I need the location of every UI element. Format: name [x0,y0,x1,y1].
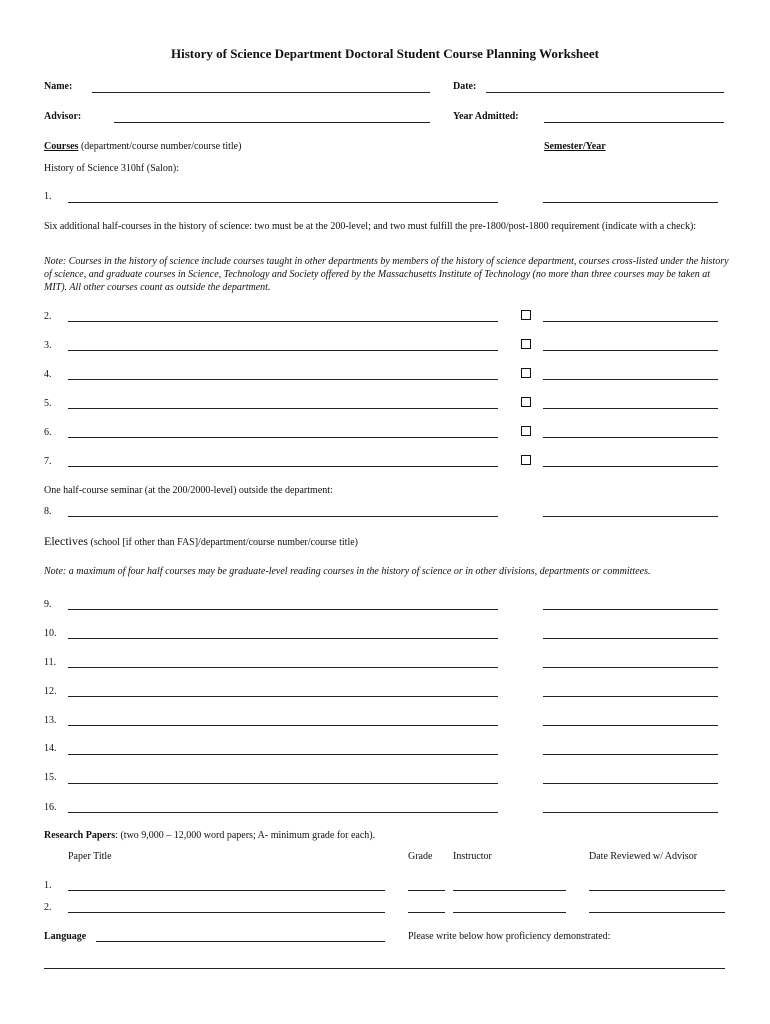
course-field-6[interactable] [68,437,498,438]
requirement-checkbox-2[interactable] [521,310,531,320]
electives-label-rest: (school [if other than FAS]/department/course number/course title) [87,537,358,548]
paper-date-field-1[interactable] [589,890,725,891]
grade-header: Grade [408,851,433,862]
row-number: 2. [44,311,52,322]
paper-instructor-field-2[interactable] [453,912,566,913]
elective-semester-12[interactable] [543,696,718,697]
semester-field-7[interactable] [543,466,718,467]
elective-semester-16[interactable] [543,812,718,813]
semester-field-3[interactable] [543,350,718,351]
row-number: 8. [44,506,52,517]
elective-field-13[interactable] [68,725,498,726]
semester-year-heading: Semester/Year [544,141,606,152]
paper-grade-field-1[interactable] [408,890,445,891]
requirement-checkbox-3[interactable] [521,339,531,349]
seminar-text: One half-course seminar (at the 200/2000-level) outside the department: [44,485,333,496]
advisor-label: Advisor: [44,111,82,122]
row-number: 1. [44,880,52,891]
course-field-2[interactable] [68,321,498,322]
row-number: 9. [44,599,52,610]
row-number: 1. [44,191,52,202]
requirement-checkbox-5[interactable] [521,397,531,407]
salon-text: History of Science 310hf (Salon): [44,163,179,174]
row-number: 3. [44,340,52,351]
semester-field-1[interactable] [543,202,718,203]
elective-semester-10[interactable] [543,638,718,639]
courses-heading [44,141,241,152]
electives-heading [44,534,358,549]
courses-label: Courses [44,141,79,152]
elective-field-16[interactable] [68,812,498,813]
course-field-3[interactable] [68,350,498,351]
electives-note: Note: a maximum of four half courses may be graduate-level reading courses in the history of science or in other divisions, departments or committees. [44,566,651,577]
row-number: 11. [44,657,57,668]
row-number: 5. [44,398,52,409]
row-number: 6. [44,427,52,438]
paper-title-field-1[interactable] [68,890,385,891]
semester-field-4[interactable] [543,379,718,380]
research-label-rest: : (two 9,000 – 12,000 word papers; A- minimum grade for each). [115,830,376,841]
language-label: Language [44,931,87,942]
six-courses-text: Six additional half-courses in the history of science: two must be at the 200-level; and two must fulfill the pre-1800/post-1800 requirement (indicate with a check): [44,221,697,232]
date-field[interactable] [486,92,724,93]
date-label: Date: [453,81,477,92]
requirement-checkbox-6[interactable] [521,426,531,436]
course-field-7[interactable] [68,466,498,467]
paper-instructor-field-1[interactable] [453,890,566,891]
semester-field-8[interactable] [543,516,718,517]
semester-field-2[interactable] [543,321,718,322]
row-number: 2. [44,902,52,913]
paper-title-header: Paper Title [68,851,112,862]
instructor-header: Instructor [453,851,492,862]
elective-semester-15[interactable] [543,783,718,784]
row-number: 13. [44,715,57,726]
elective-field-14[interactable] [68,754,498,755]
row-number: 12. [44,686,57,697]
elective-field-12[interactable] [68,696,498,697]
requirement-checkbox-7[interactable] [521,455,531,465]
semester-field-6[interactable] [543,437,718,438]
row-number: 15. [44,772,57,783]
semester-field-5[interactable] [543,408,718,409]
paper-title-field-2[interactable] [68,912,385,913]
advisor-field[interactable] [114,122,430,123]
elective-field-10[interactable] [68,638,498,639]
requirement-checkbox-4[interactable] [521,368,531,378]
row-number: 14. [44,743,57,754]
language-field[interactable] [96,941,385,942]
courses-note: Note: Courses in the history of science include courses taught in other departments by members of the history of science department, courses cross-listed under the history of science, and graduate courses in Science, Technology and Society offered by the Massachusetts Institute of Technology (no more than three courses may be taken at MIT). All other courses count as outside the department. [44,256,729,293]
research-heading [44,830,375,841]
elective-semester-9[interactable] [543,609,718,610]
elective-semester-14[interactable] [543,754,718,755]
row-number: 7. [44,456,52,467]
course-field-4[interactable] [68,379,498,380]
name-field[interactable] [92,92,430,93]
proficiency-text: Please write below how proficiency demonstrated: [408,931,611,942]
electives-label: Electives [44,534,88,548]
year-admitted-field[interactable] [544,122,724,123]
course-field-8[interactable] [68,516,498,517]
paper-grade-field-2[interactable] [408,912,445,913]
elective-semester-13[interactable] [543,725,718,726]
course-field-1[interactable] [68,202,498,203]
row-number: 4. [44,369,52,380]
course-field-5[interactable] [68,408,498,409]
date-reviewed-header: Date Reviewed w/ Advisor [589,851,698,862]
elective-semester-11[interactable] [543,667,718,668]
year-admitted-label: Year Admitted: [453,111,519,122]
row-number: 10. [44,628,57,639]
row-number: 16. [44,802,57,813]
paper-date-field-2[interactable] [589,912,725,913]
name-label: Name: [44,81,73,92]
elective-field-15[interactable] [68,783,498,784]
elective-field-9[interactable] [68,609,498,610]
proficiency-field[interactable] [44,968,725,969]
elective-field-11[interactable] [68,667,498,668]
courses-label-rest: (department/course number/course title) [78,141,242,152]
research-label: Research Papers [44,830,116,841]
page-title: History of Science Department Doctoral Student Course Planning Worksheet [170,46,599,61]
